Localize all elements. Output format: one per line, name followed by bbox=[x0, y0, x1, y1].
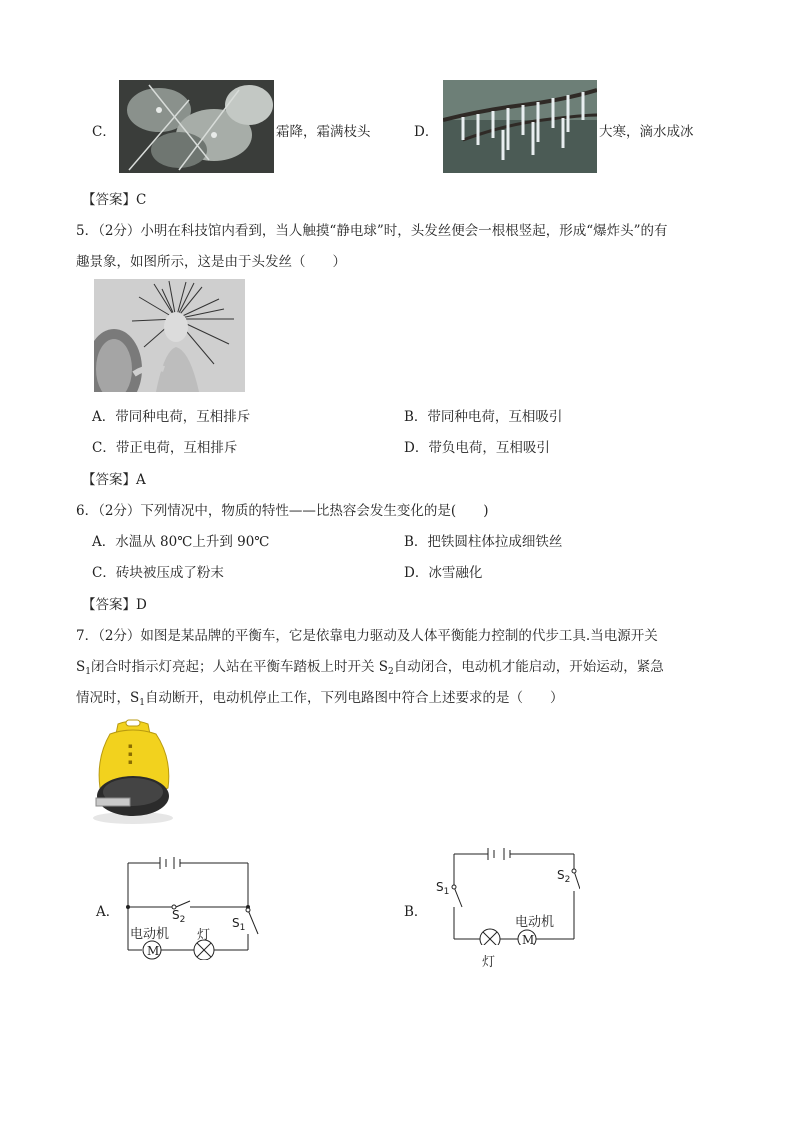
answer-label: 【答案】 bbox=[82, 472, 136, 488]
switch-sub: 2 bbox=[564, 875, 571, 885]
q7-subscript: 2 bbox=[388, 667, 394, 677]
static-hair-photo bbox=[94, 279, 245, 392]
q7-text: 闭合时指示灯亮起；人站在平衡车踏板上时开关 S bbox=[90, 659, 389, 675]
q5-option-a: A．带同种电荷，互相排斥 bbox=[92, 409, 251, 425]
switch-sub: 1 bbox=[443, 887, 450, 897]
q5-answer bbox=[82, 468, 146, 488]
q6-stem-line1: 6．（2分）下列情况中，物质的特性——比热容会发生变化的是( ) bbox=[76, 503, 489, 519]
svg-text:▪: ▪ bbox=[128, 758, 133, 766]
balance-scooter-image bbox=[88, 718, 178, 826]
circuit-b-motor-symbol: M bbox=[522, 933, 535, 945]
q5-option-d: D．带负电荷，互相吸引 bbox=[404, 440, 550, 456]
q6-answer bbox=[82, 593, 147, 613]
circuit-a-diagram bbox=[120, 848, 260, 960]
svg-text:▪: ▪ bbox=[128, 750, 133, 758]
q6-option-d: D．冰雪融化 bbox=[404, 565, 483, 581]
q7-stem-line1: 7．（2分）如图是某品牌的平衡车，它是依靠电力驱动及人体平衡能力控制的代步工具.当电源开关 bbox=[76, 628, 658, 644]
svg-text:▪: ▪ bbox=[128, 742, 133, 750]
q7-stem-line3 bbox=[76, 686, 563, 708]
circuit-a-motor-symbol: M bbox=[147, 944, 160, 958]
q7-text: 自动断开，电动机停止工作，下列电路图中符合上述要求的是（ ） bbox=[144, 690, 564, 706]
option-d-letter: D． bbox=[414, 124, 439, 140]
switch-label: S bbox=[232, 916, 240, 930]
circuit-b-motor-label: 电动机 bbox=[515, 915, 555, 930]
circuit-b-letter: B． bbox=[404, 904, 428, 920]
q5-stem-line2: 趣景象，如图所示，这是由于头发丝（ ） bbox=[76, 254, 346, 270]
frost-leaves-image bbox=[119, 80, 274, 173]
option-d-text: 大寒，滴水成冰 bbox=[599, 124, 694, 140]
switch-sub: 1 bbox=[239, 923, 246, 933]
answer-label: 【答案】 bbox=[82, 597, 136, 613]
circuit-a-s1-label bbox=[232, 916, 245, 933]
q5-stem-line1: 5．（2分）小明在科技馆内看到，当人触摸“静电球”时，头发丝便会一根根竖起，形成“爆炸头”的有 bbox=[76, 223, 668, 239]
answer-label: 【答案】 bbox=[82, 192, 136, 208]
q6-option-a: A．水温从 80℃上升到 90℃ bbox=[92, 534, 270, 550]
circuit-a-letter: A． bbox=[96, 904, 120, 920]
q7-text: S bbox=[76, 659, 86, 675]
q4-answer bbox=[82, 188, 146, 208]
q7-subscript: 1 bbox=[139, 698, 145, 708]
q5-option-c: C．带正电荷，互相排斥 bbox=[92, 440, 238, 456]
q6-option-b: B．把铁圆柱体拉成细铁丝 bbox=[404, 534, 563, 550]
circuit-b-s1-label bbox=[436, 880, 449, 897]
answer-value: A bbox=[136, 472, 146, 488]
q5-option-b: B．带同种电荷，互相吸引 bbox=[404, 409, 563, 425]
circuit-b-diagram bbox=[448, 845, 580, 945]
circuit-a-lamp-label: 灯 bbox=[197, 928, 211, 943]
switch-label: S bbox=[172, 908, 180, 922]
switch-sub: 2 bbox=[179, 915, 186, 925]
answer-value: C bbox=[136, 192, 147, 208]
option-c-text: 霜降，霜满枝头 bbox=[276, 124, 371, 140]
q7-stem-line2 bbox=[76, 655, 664, 677]
q6-option-c: C．砖块被压成了粉末 bbox=[92, 565, 224, 581]
q7-text: 情况时，S bbox=[76, 690, 140, 706]
icicle-branch-image bbox=[443, 80, 597, 173]
switch-label: S bbox=[436, 880, 444, 894]
q7-subscript: 1 bbox=[85, 667, 91, 677]
option-c-letter: C． bbox=[92, 124, 116, 140]
circuit-b-lamp-label: 灯 bbox=[482, 955, 496, 970]
circuit-a-s2-label bbox=[172, 908, 185, 925]
switch-label: S bbox=[557, 868, 565, 882]
circuit-a-motor-label: 电动机 bbox=[130, 927, 170, 942]
circuit-b-s2-label bbox=[557, 868, 570, 885]
answer-value: D bbox=[136, 597, 147, 613]
q7-text: 自动闭合，电动机才能启动，开始运动，紧急 bbox=[393, 659, 664, 675]
